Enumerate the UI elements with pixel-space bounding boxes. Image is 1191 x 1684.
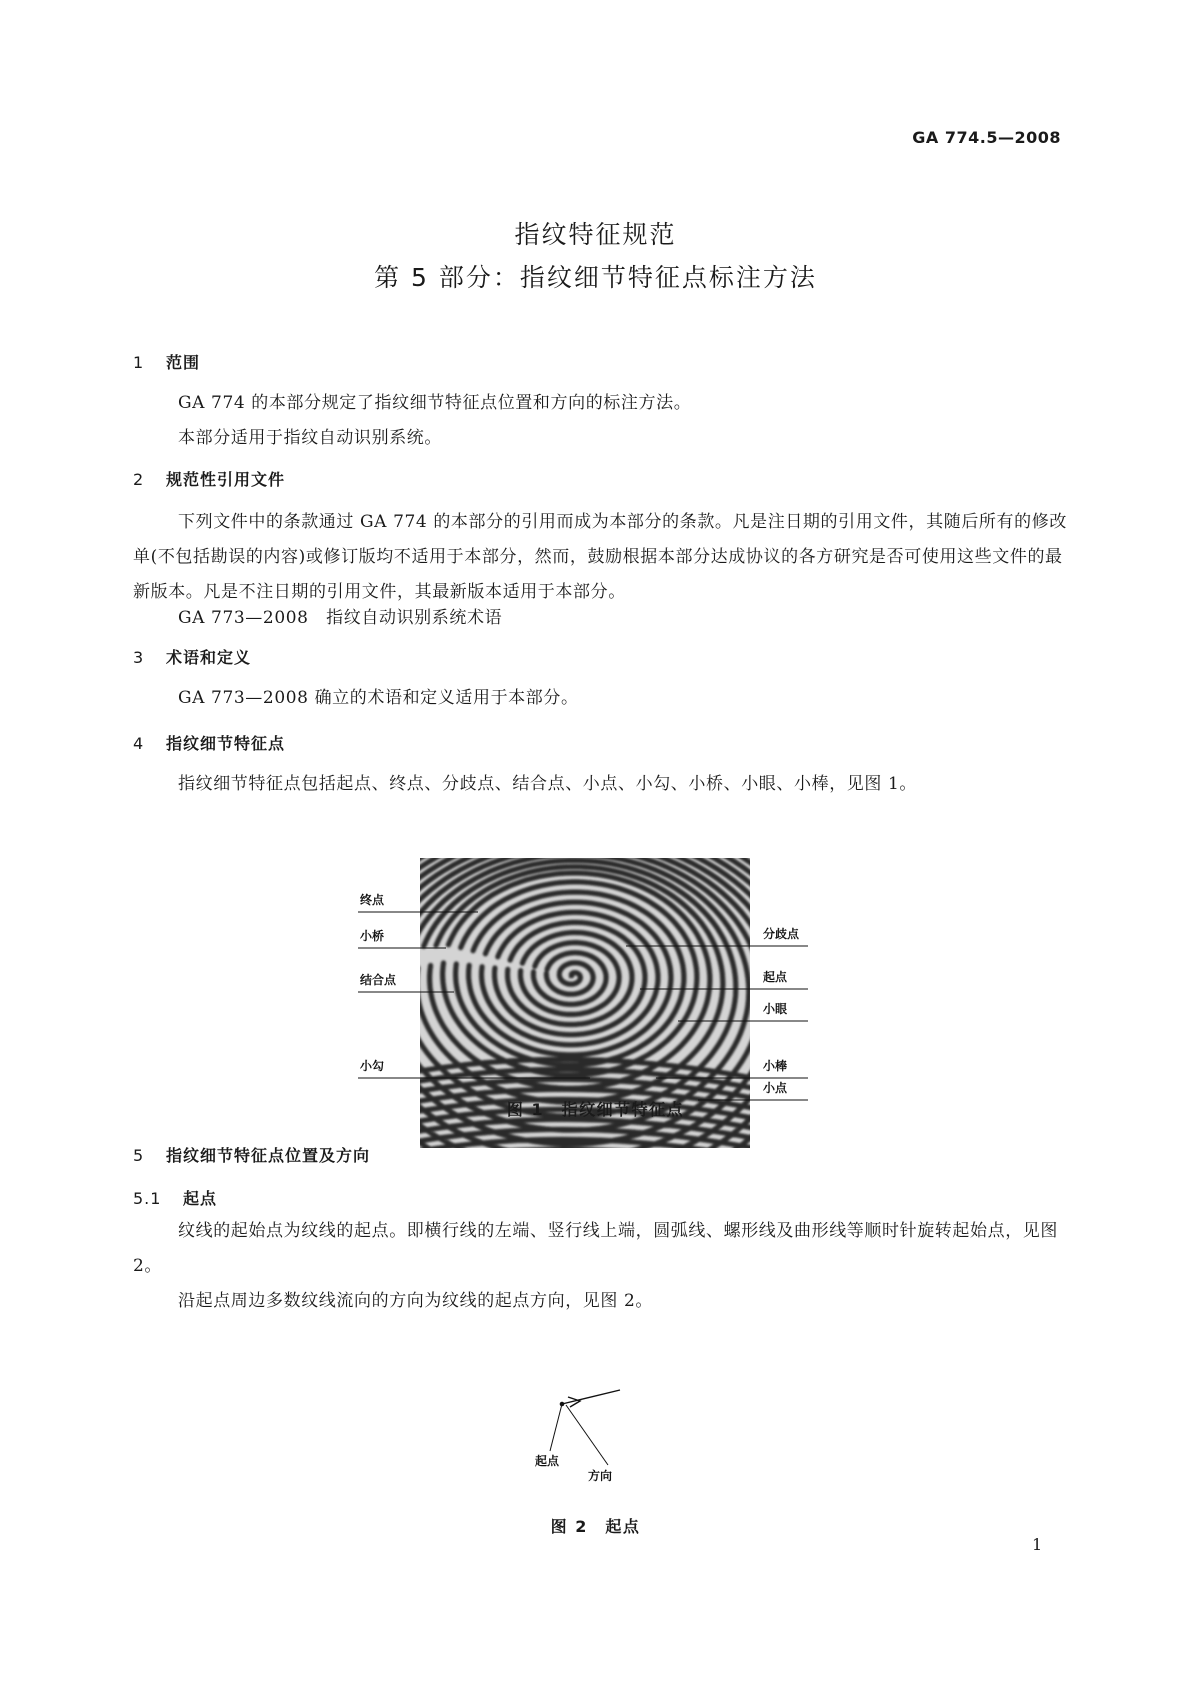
section-title: 规范性引用文件 [166, 470, 286, 489]
label-start-point: 起点 [763, 970, 788, 984]
label-ending: 终点 [360, 893, 385, 907]
label-rod: 小棒 [763, 1059, 788, 1073]
figure-1-caption: 图 1 指纹细节特征点 [506, 1100, 685, 1119]
section-4-para-1: 指纹细节特征点包括起点、终点、分歧点、结合点、小点、小勾、小桥、小眼、小棒，见图 1。 [178, 774, 918, 794]
label-hook: 小勾 [360, 1059, 385, 1073]
section-number: 1 [133, 353, 145, 372]
section-2-reference: GA 773—2008 指纹自动识别系统术语 [178, 608, 503, 628]
label-direction: 方向 [588, 1469, 613, 1483]
label-start: 起点 [535, 1454, 560, 1468]
section-title: 术语和定义 [166, 648, 252, 667]
ridge-line [562, 1390, 620, 1404]
section-title: 指纹细节特征点位置及方向 [166, 1146, 371, 1165]
section-1-para-2: 本部分适用于指纹自动识别系统。 [178, 428, 442, 448]
section-3-heading [133, 645, 251, 668]
section-number: 5.1 [133, 1189, 162, 1208]
page-number: 1 [1032, 1535, 1043, 1554]
label-dot: 小点 [763, 1081, 788, 1095]
label-convergence: 结合点 [360, 973, 397, 987]
section-5-1-para-1: 纹线的起始点为纹线的起点。即横行线的左端、竖行线上端，圆弧线、螺形线及曲形线等顺时针旋转起始点，见图 2。 [133, 1221, 1058, 1276]
section-number: 3 [133, 648, 145, 667]
leader-direction [566, 1405, 608, 1465]
label-bifurcation: 分歧点 [763, 927, 800, 941]
figure-2-caption: 图 2 起点 [550, 1517, 641, 1536]
section-title: 起点 [183, 1189, 218, 1208]
section-number: 5 [133, 1146, 145, 1165]
standard-number: GA 774.5—2008 [912, 128, 1061, 147]
fingerprint-image [261, 791, 879, 1270]
document-title: 指纹特征规范 [514, 220, 677, 249]
section-title: 指纹细节特征点 [166, 734, 286, 753]
section-5-1-para-2: 沿起点周边多数纹线流向的方向为纹线的起点方向，见图 2。 [178, 1291, 654, 1311]
section-1-heading [133, 350, 200, 373]
section-5-1-heading [133, 1186, 217, 1209]
section-2-heading [133, 467, 285, 490]
section-3-para-1: GA 773—2008 确立的术语和定义适用于本部分。 [178, 688, 579, 708]
figure-2-start-point [535, 1383, 670, 1483]
section-2-para-1: 下列文件中的条款通过 GA 774 的本部分的引用而成为本部分的条款。凡是注日期的引用文件，其随后所有的修改单(不包括勘误的内容)或修订版均不适用于本部分，然而，鼓励根据本部分达成协议的各方研究是否可使用这些文件的最新版本。凡是不注日期的引用文件，其最新版本适用于本部分。 [133, 512, 1067, 602]
section-number: 2 [133, 470, 145, 489]
leader-start [550, 1404, 562, 1451]
section-title: 范围 [166, 353, 201, 372]
section-5-heading [133, 1143, 370, 1166]
label-eye: 小眼 [763, 1002, 788, 1016]
document-subtitle: 第 5 部分：指纹细节特征点标注方法 [374, 263, 817, 292]
section-1-para-1: GA 774 的本部分规定了指纹细节特征点位置和方向的标注方法。 [178, 393, 692, 413]
label-bridge: 小桥 [360, 929, 385, 943]
section-number: 4 [133, 734, 145, 753]
section-4-heading [133, 731, 285, 754]
